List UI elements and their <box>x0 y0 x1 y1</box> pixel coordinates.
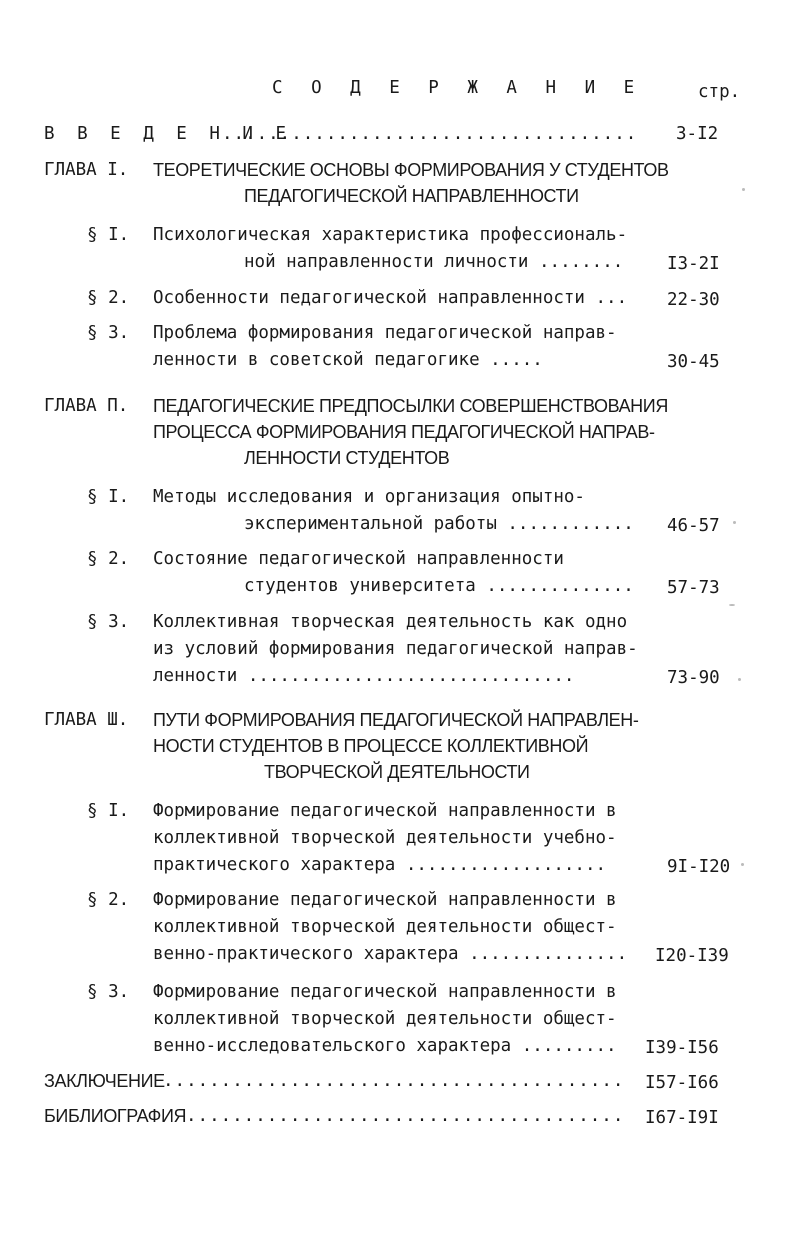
ch3-title-line1: ПУТИ ФОРМИРОВАНИЯ ПЕДАГОГИЧЕСКОЙ НАПРАВЛЕН- <box>153 710 639 730</box>
scan-speck <box>742 188 745 191</box>
ch3-s1-pages: 9I-I20 <box>667 857 731 877</box>
bibliography-label: БИБЛИОГРАФИЯ <box>44 1106 187 1126</box>
ch3-s3-line1: Формирование педагогической направленности в <box>153 982 617 1002</box>
ch3-s1-line2: коллективной творческой деятельности учебно- <box>153 828 617 848</box>
ch1-s2-pages: 22-30 <box>667 290 720 310</box>
ch2-s3-line3: ленности ............................... <box>153 666 575 686</box>
ch3-s1-line1: Формирование педагогической направленности в <box>153 801 617 821</box>
ch3-s3-pages: I39-I56 <box>645 1038 719 1058</box>
ch2-s2-line1: Состояние педагогической направленности <box>153 549 564 569</box>
conclusion-dots: ........................................ <box>163 1071 625 1091</box>
ch2-s1-number: § I. <box>87 487 130 507</box>
ch3-title-line2: НОСТИ СТУДЕНТОВ В ПРОЦЕССЕ КОЛЛЕКТИВНОЙ <box>153 736 589 756</box>
ch2-title-line2: ПРОЦЕССА ФОРМИРОВАНИЯ ПЕДАГОГИЧЕСКОЙ НАПРАВ- <box>153 422 655 442</box>
intro-pages: 3-I2 <box>676 124 719 144</box>
ch3-s3-line2: коллективной творческой деятельности общест- <box>153 1009 617 1029</box>
ch3-s3-line3: венно-исследовательского характера ......... <box>153 1036 617 1056</box>
ch3-s2-pages: I20-I39 <box>655 946 729 966</box>
ch1-s1-number: § I. <box>87 225 130 245</box>
ch3-s2-line3: венно-практического характера ............... <box>153 944 628 964</box>
ch1-s1-line1: Психологическая характеристика профессиональ- <box>153 225 628 245</box>
ch1-title-line2: ПЕДАГОГИЧЕСКОЙ НАПРАВЛЕННОСТИ <box>244 186 579 206</box>
scan-speck <box>729 604 735 606</box>
ch2-label: ГЛАВА П. <box>44 396 129 416</box>
ch1-s3-line2: ленности в советской педагогике ..... <box>153 350 543 370</box>
ch3-s1-number: § I. <box>87 801 130 821</box>
ch3-s2-line1: Формирование педагогической направленности в <box>153 890 617 910</box>
ch2-title-line1: ПЕДАГОГИЧЕСКИЕ ПРЕДПОСЫЛКИ СОВЕРШЕНСТВОВАНИЯ <box>153 396 668 416</box>
ch2-s3-pages: 73-90 <box>667 668 720 688</box>
ch2-title-line3: ЛЕННОСТИ СТУДЕНТОВ <box>244 448 450 468</box>
scan-speck <box>733 521 736 524</box>
intro-dots: .................................... <box>222 124 638 144</box>
ch3-s2-number: § 2. <box>87 890 130 910</box>
ch1-s1-pages: I3-2I <box>667 254 720 274</box>
scan-speck <box>738 678 741 681</box>
ch1-s2-line1: Особенности педагогической направленности ... <box>153 288 628 308</box>
ch3-s2-line2: коллективной творческой деятельности общест- <box>153 917 617 937</box>
ch2-s3-line2: из условий формирования педагогической направ- <box>153 639 638 659</box>
conclusion-label: ЗАКЛЮЧЕНИЕ <box>44 1071 165 1091</box>
ch3-s3-number: § 3. <box>87 982 130 1002</box>
ch2-s2-number: § 2. <box>87 549 130 569</box>
ch1-s1-line2: ной направленности личности ........ <box>244 252 624 272</box>
ch3-label: ГЛАВА Ш. <box>44 710 129 730</box>
ch1-s3-pages: 30-45 <box>667 352 720 372</box>
ch2-s2-line2: студентов университета .............. <box>244 576 634 596</box>
scan-speck <box>741 863 744 866</box>
page-column-label: стр. <box>698 82 741 102</box>
conclusion-pages: I57-I66 <box>645 1073 719 1093</box>
ch2-s3-number: § 3. <box>87 612 130 632</box>
toc-title: С О Д Е Р Ж А Н И Е <box>272 78 644 98</box>
ch1-s3-number: § 3. <box>87 323 130 343</box>
ch1-s2-number: § 2. <box>87 288 130 308</box>
bibliography-dots: ...................................... <box>186 1106 625 1126</box>
ch2-s3-line1: Коллективная творческая деятельность как одно <box>153 612 628 632</box>
ch1-title-line1: ТЕОРЕТИЧЕСКИЕ ОСНОВЫ ФОРМИРОВАНИЯ У СТУДЕНТОВ <box>153 160 669 180</box>
ch3-title-line3: ТВОРЧЕСКОЙ ДЕЯТЕЛЬНОСТИ <box>264 762 530 782</box>
bibliography-pages: I67-I9I <box>645 1108 719 1128</box>
ch1-s3-line1: Проблема формирования педагогической направ- <box>153 323 617 343</box>
ch2-s1-line1: Методы исследования и организация опытно- <box>153 487 585 507</box>
ch1-label: ГЛАВА I. <box>44 160 129 180</box>
ch2-s1-line2: экспериментальной работы ............ <box>244 514 634 534</box>
ch3-s1-line3: практического характера ................... <box>153 855 607 875</box>
ch2-s2-pages: 57-73 <box>667 578 720 598</box>
ch2-s1-pages: 46-57 <box>667 516 720 536</box>
intro-label: В В Е Д Е Н И Е <box>44 124 293 144</box>
